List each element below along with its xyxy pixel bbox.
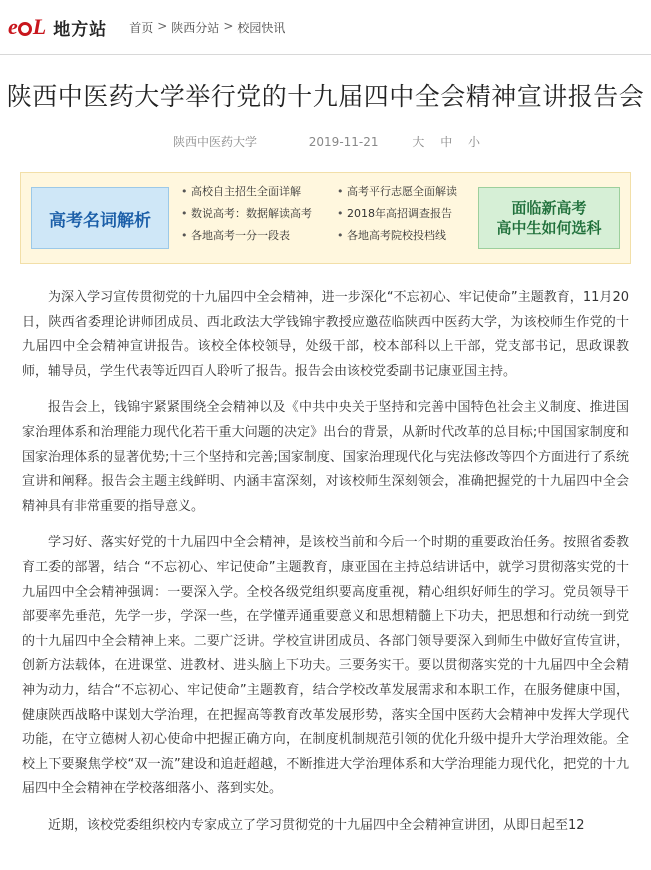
site-header	[0, 0, 651, 55]
breadcrumb-campus-news[interactable]: 校园快讯	[237, 20, 286, 35]
breadcrumb	[129, 19, 285, 36]
article-title: 陕西中医药大学举行党的十九届四中全会精神宣讲报告会	[6, 82, 645, 111]
article-paragraph: 学习好、落实好党的十九届四中全会精神，是该校当前和今后一个时期的重要政治任务。按照省委教育工委的部署，结合 “不忘初心、牢记使命”主题教育，康亚国在主持总结讲话中，就学习贯彻落实党的十九届四中全会精神强调：一要深入学。全校各级党组织要高度重视，精心组织好师生的学习。党员领导干部要率先垂范，先学一步，学深一些，在学懂弄通重要意义和思想精髓上下功夫，把思想和行动统一到党的十九届四中全会精神上来。二要广泛讲。学校宣讲团成员、各部门领导要深入到师生中做好宣传宣讲，创新方法载体，在进课堂、进教材、进头脑上下功夫。三要务实干。要以贯彻落实党的十九届四中全会精神为动力，结合“不忘初心、牢记使命”主题教育，结合学校改革发展需求和本职工作，在服务健康中国，健康陕西战略中谋划大学治理，在把握高等教育改革发展形势，落实全国中医药大会精神中发挥大学现代功能，在守立德树人初心使命中把握正确方向，在制度机制规范引领的优化升级中提升大学治理效能。全校上下要聚焦学校“双一流”建设和追赶超越，不断推进大学治理体系和大学治理能力现代化，把党的十九届四中全会精神在学校落细落小、落到实处。	[22, 535, 629, 797]
font-size-medium-button[interactable]: 中	[440, 135, 453, 149]
promo-left-ad[interactable]: 高考名词解析	[31, 187, 169, 249]
promo-right-line: 面临新高考	[511, 199, 587, 217]
breadcrumb-shaanxi[interactable]: 陕西分站	[171, 20, 220, 35]
promo-right-ad[interactable]	[478, 187, 620, 249]
promo-link[interactable]: • 各地高考院校投档线	[337, 227, 481, 243]
site-logo[interactable]	[8, 14, 107, 40]
article-meta	[0, 133, 651, 150]
promo-link-list	[181, 183, 481, 243]
article-body	[22, 286, 629, 838]
promo-link[interactable]: • 2018年高招调查报告	[337, 205, 481, 221]
breadcrumb-separator: >	[223, 18, 234, 33]
article-paragraph: 为深入学习宣传贯彻党的十九届四中全会精神，进一步深化“不忘初心、牢记使命”主题教育，11月20日，陕西省委理论讲师团成员、西北政法大学钱锦宇教授应邀莅临陕西中医药大学，为该校师生作党的十九届四中全会精神宣讲报告。该校全体校领导，处级干部，校本部科以上干部，党支部书记，思政课教师，辅导员，学生代表等近四百人聆听了报告。报告会由该校党委副书记康亚国主持。	[22, 290, 629, 379]
logo-text: 地方站	[53, 19, 108, 40]
promo-right-line: 高中生如何选科	[496, 219, 602, 237]
breadcrumb-home[interactable]: 首页	[129, 20, 154, 35]
promo-link[interactable]: • 高校自主招生全面详解	[181, 183, 337, 199]
promo-banner	[20, 172, 631, 264]
font-size-large-button[interactable]: 大	[412, 135, 425, 149]
eol-logo-mark: e L	[8, 14, 46, 39]
article-date: 2019-11-21	[308, 135, 379, 149]
promo-link[interactable]: • 各地高考一分一段表	[181, 227, 337, 243]
promo-link[interactable]: • 数说高考：数据解读高考	[181, 205, 337, 221]
promo-link[interactable]: • 高考平行志愿全面解读	[337, 183, 481, 199]
breadcrumb-separator: >	[157, 18, 168, 33]
article-paragraph: 报告会上，钱锦宇紧紧围绕全会精神以及《中共中央关于坚持和完善中国特色社会主义制度、推进国家治理体系和治理能力现代化若干重大问题的决定》出台的背景，从新时代改革的总目标;中国国家制度和国家治理体系的显著优势;十三个坚持和完善;国家制度、国家治理现代化与宪法修改等四个方面进行了系统宣讲和阐释。报告会主题主线鲜明、内涵丰富深刻，对该校师生深刻领会，准确把握党的十九届四中全会精神具有非常重要的指导意义。	[22, 400, 629, 514]
article-source: 陕西中医药大学	[172, 135, 257, 149]
article-paragraph: 近期，该校党委组织校内专家成立了学习贯彻党的十九届四中全会精神宣讲团，从即日起至12	[48, 817, 585, 833]
font-size-small-button[interactable]: 小	[468, 135, 481, 149]
